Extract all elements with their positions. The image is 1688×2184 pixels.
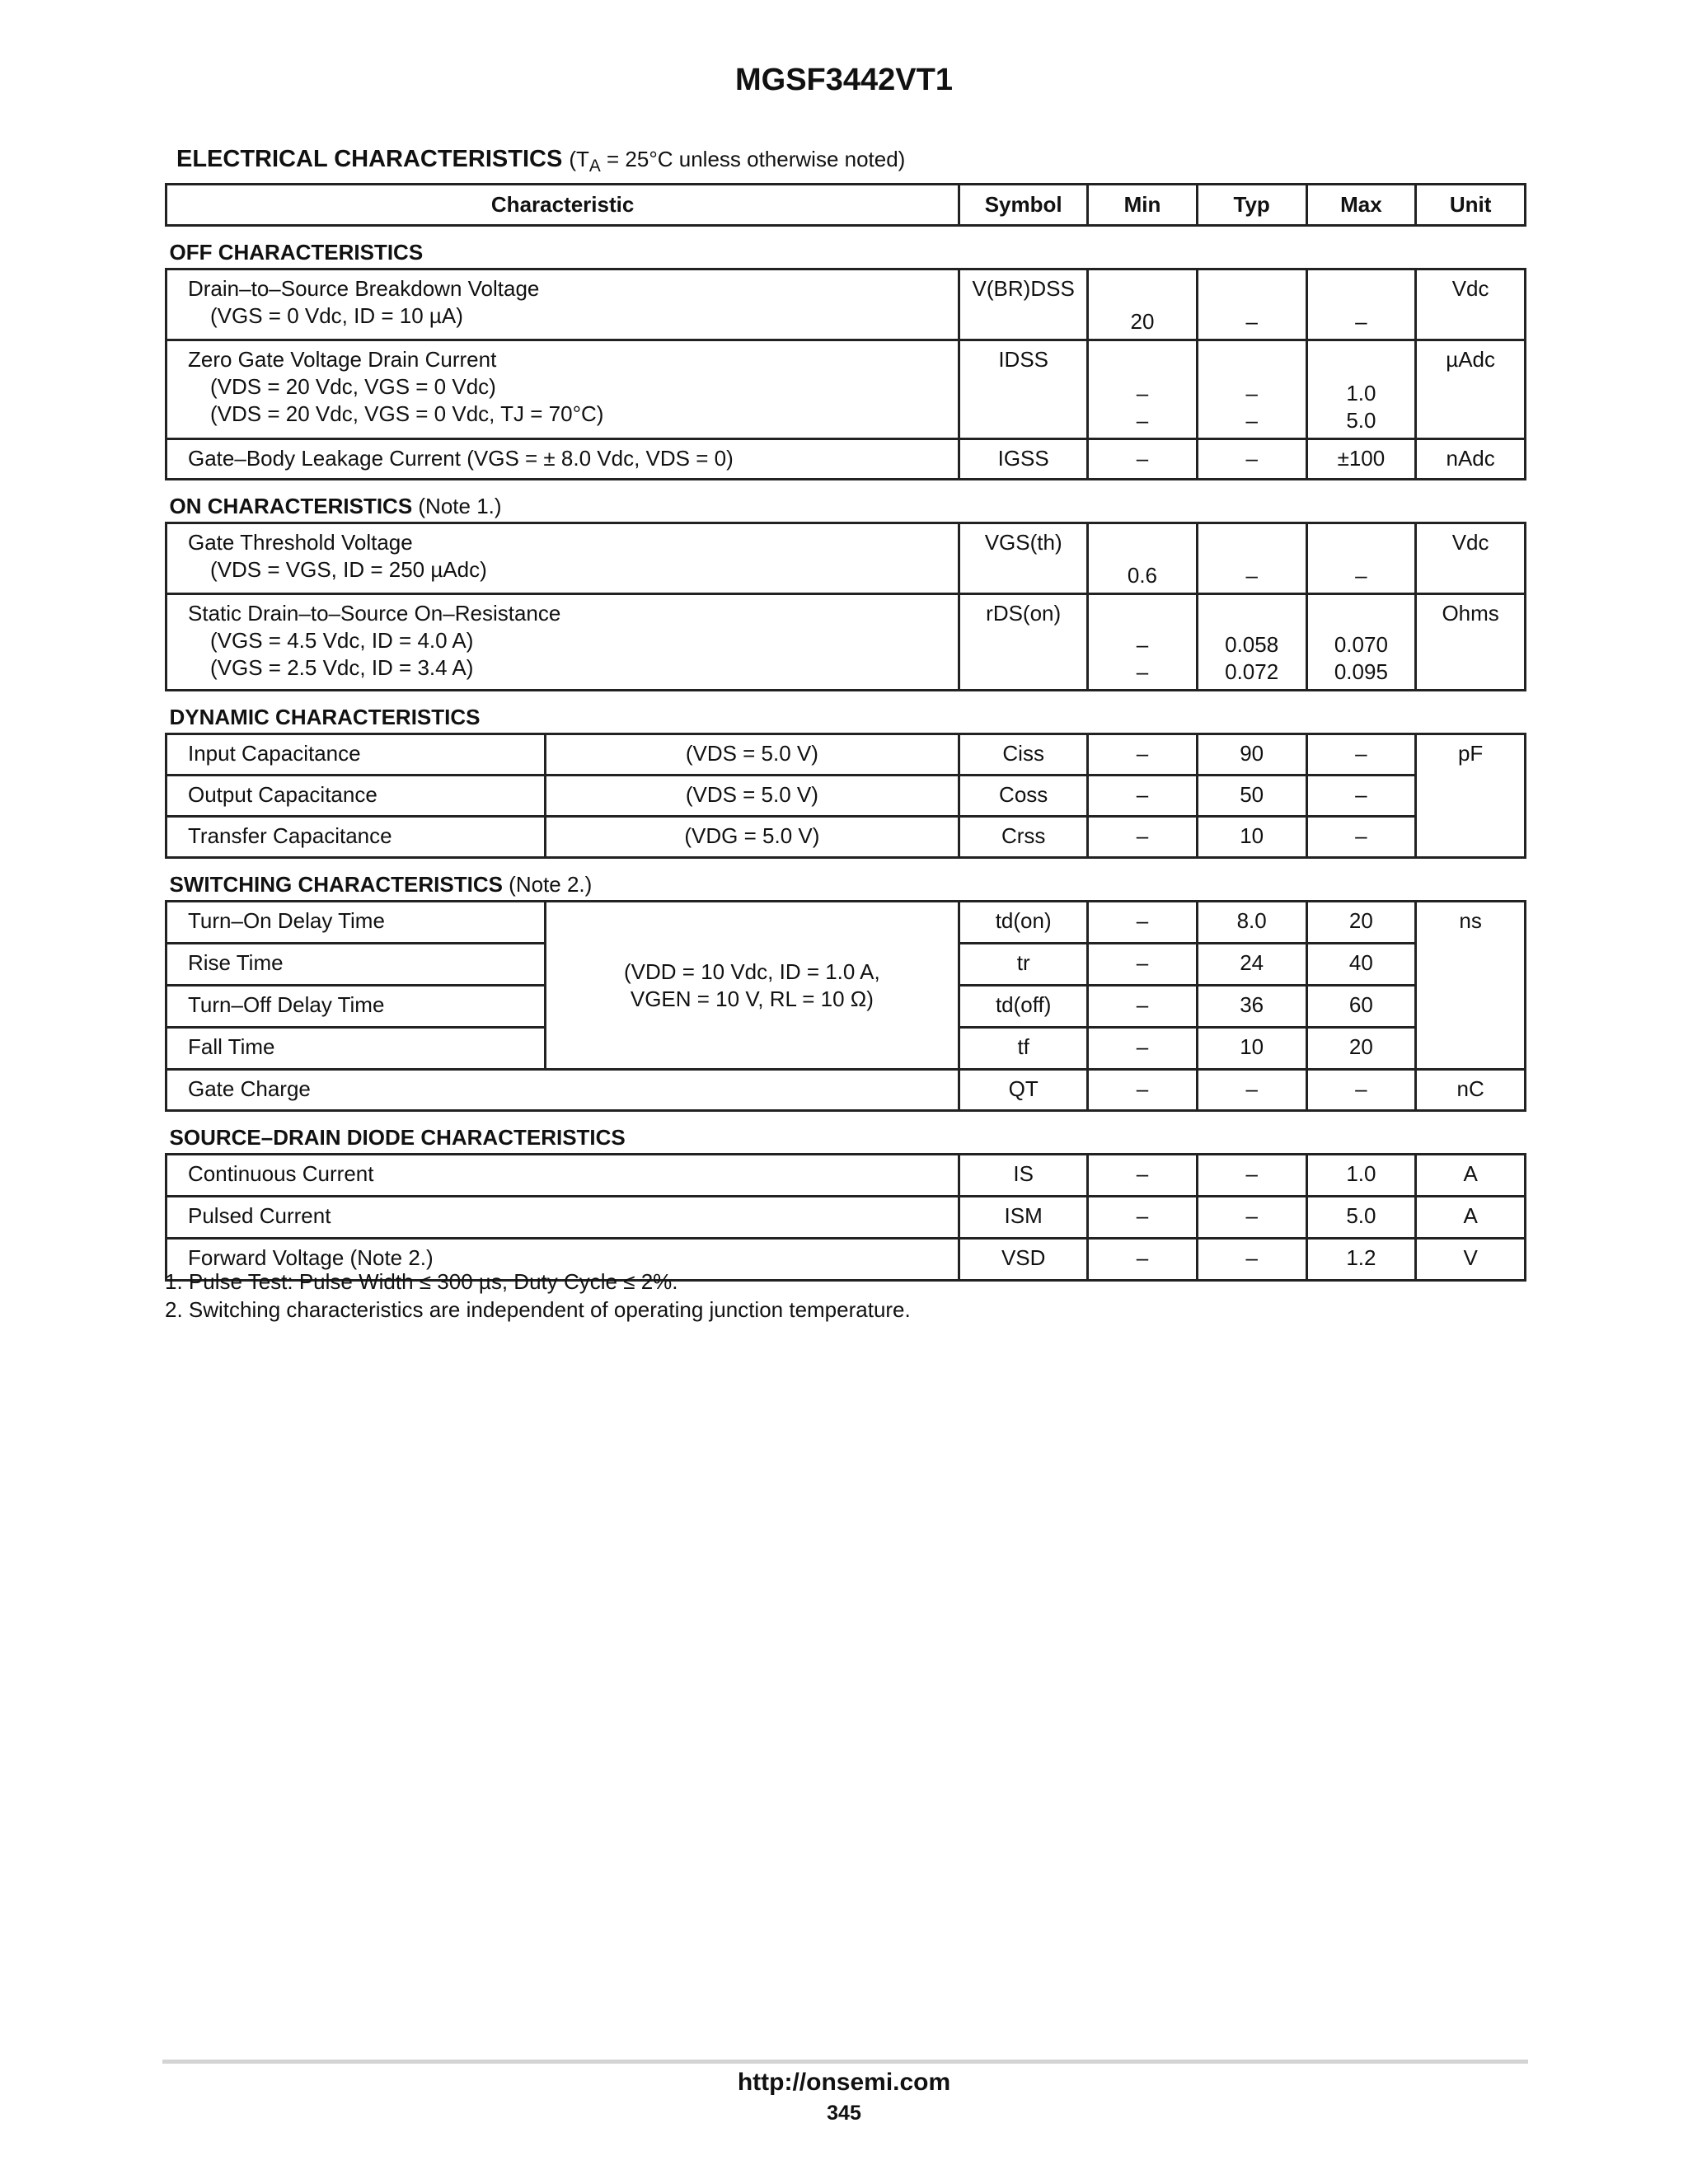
- page-number: 345: [827, 2102, 861, 2125]
- max-vgsth: –: [1306, 523, 1416, 594]
- category-diode: SOURCE–DRAIN DIODE CHARACTERISTICS: [166, 1111, 1526, 1155]
- typ-vsd: –: [1197, 1239, 1306, 1281]
- electrical-characteristics-table: [165, 183, 1526, 1282]
- max-toff: 60: [1306, 986, 1416, 1028]
- symbol-is: IS: [959, 1155, 1088, 1197]
- min-qt: –: [1088, 1070, 1198, 1111]
- char-is: Continuous Current: [166, 1155, 959, 1197]
- symbol-bvdss: V(BR)DSS: [959, 269, 1088, 340]
- table-row: [166, 817, 1526, 858]
- symbol-coss: Coss: [959, 776, 1088, 817]
- unit-qt: nC: [1416, 1070, 1526, 1111]
- cond-vgsth: (VDS = VGS, ID = 250 µAdc): [210, 557, 487, 582]
- table-row: [166, 523, 1526, 594]
- section-heading-title: ELECTRICAL CHARACTERISTICS: [176, 146, 563, 172]
- unit-bvdss: Vdc: [1416, 269, 1526, 340]
- unit-rdson: Ohms: [1416, 594, 1526, 691]
- cond-rdson-2: (VGS = 2.5 Vdc, ID = 3.4 A): [210, 655, 474, 680]
- typ-bvdss: –: [1197, 269, 1306, 340]
- typ-idss: – –: [1197, 340, 1306, 439]
- char-bvdss: Drain–to–Source Breakdown Voltage (VGS = 0 Vdc, ID = 10 µA): [166, 269, 959, 340]
- unit-igss: nAdc: [1416, 439, 1526, 480]
- table-header-row: [166, 185, 1526, 226]
- cond-bvdss: (VGS = 0 Vdc, ID = 10 µA): [210, 303, 463, 328]
- min-is: –: [1088, 1155, 1198, 1197]
- table-row: [166, 1155, 1526, 1197]
- category-row-diode: [166, 1111, 1526, 1155]
- typ-qt: –: [1197, 1070, 1306, 1111]
- table-row: [166, 902, 1526, 944]
- footnote-2: 2. Switching characteristics are independent of operating junction temperature.: [165, 1297, 911, 1322]
- header-max: Max: [1306, 185, 1416, 226]
- symbol-idss: IDSS: [959, 340, 1088, 439]
- table-row: [166, 340, 1526, 439]
- min-ism: –: [1088, 1197, 1198, 1239]
- cond-rdson-1: (VGS = 4.5 Vdc, ID = 4.0 A): [210, 628, 474, 653]
- typ-tr: 24: [1197, 944, 1306, 986]
- footnote-1: 1. Pulse Test: Pulse Width ≤ 300 µs, Duty Cycle ≤ 2%.: [165, 1269, 678, 1294]
- min-idss: – –: [1088, 340, 1198, 439]
- min-coss: –: [1088, 776, 1198, 817]
- cond-crss: (VDG = 5.0 V): [545, 817, 959, 858]
- symbol-vsd: VSD: [959, 1239, 1088, 1281]
- symbol-rdson: rDS(on): [959, 594, 1088, 691]
- symbol-ciss: Ciss: [959, 734, 1088, 776]
- min-tr: –: [1088, 944, 1198, 986]
- min-vsd: –: [1088, 1239, 1198, 1281]
- typ-rdson: 0.058 0.072: [1197, 594, 1306, 691]
- char-vsd: Forward Voltage (Note 2.): [166, 1239, 959, 1281]
- unit-ism: A: [1416, 1197, 1526, 1239]
- symbol-qt: QT: [959, 1070, 1088, 1111]
- max-ton: 20: [1306, 902, 1416, 944]
- category-off: OFF CHARACTERISTICS: [166, 226, 1526, 269]
- table-row: [166, 1070, 1526, 1111]
- section-heading-condition: ($T_A = 25^\circ C$ unless otherwise noted): [569, 147, 906, 176]
- unit-is: A: [1416, 1155, 1526, 1197]
- max-ism: 5.0: [1306, 1197, 1416, 1239]
- footer-url-link[interactable]: http://onsemi.com: [737, 2069, 951, 2096]
- category-on: ON CHARACTERISTICS (Note 1.): [166, 480, 1526, 523]
- unit-idss: µAdc: [1416, 340, 1526, 439]
- unit-switching: ns: [1416, 902, 1526, 1070]
- symbol-igss: IGSS: [959, 439, 1088, 480]
- header-unit: Unit: [1416, 185, 1526, 226]
- header-min: Min: [1088, 185, 1198, 226]
- min-tf: –: [1088, 1028, 1198, 1070]
- table-row: [166, 439, 1526, 480]
- typ-is: –: [1197, 1155, 1306, 1197]
- char-ciss: Input Capacitance: [166, 734, 546, 776]
- char-tr: Rise Time: [166, 944, 546, 986]
- max-tr: 40: [1306, 944, 1416, 986]
- max-rdson: 0.070 0.095: [1306, 594, 1416, 691]
- typ-coss: 50: [1197, 776, 1306, 817]
- symbol-toff: td(off): [959, 986, 1088, 1028]
- header-characteristic: Characteristic: [166, 185, 959, 226]
- page-title: MGSF3442VT1: [735, 63, 953, 97]
- char-coss: Output Capacitance: [166, 776, 546, 817]
- min-ton: –: [1088, 902, 1198, 944]
- typ-toff: 36: [1197, 986, 1306, 1028]
- char-tf: Fall Time: [166, 1028, 546, 1070]
- cond-idss-1: (VDS = 20 Vdc, VGS = 0 Vdc): [210, 374, 496, 399]
- max-bvdss: –: [1306, 269, 1416, 340]
- table-row: [166, 1197, 1526, 1239]
- char-igss: Gate–Body Leakage Current (VGS = ± 8.0 Vdc, VDS = 0): [166, 439, 959, 480]
- typ-ism: –: [1197, 1197, 1306, 1239]
- max-is: 1.0: [1306, 1155, 1416, 1197]
- symbol-vgsth: VGS(th): [959, 523, 1088, 594]
- category-row-dynamic: [166, 691, 1526, 734]
- cond-switching: (VDD = 10 Vdc, ID = 1.0 A, VGEN = 10 V, RL = 10 Ω): [545, 902, 959, 1070]
- char-rdson: Static Drain–to–Source On–Resistance (VGS = 4.5 Vdc, ID = 4.0 A) (VGS = 2.5 Vdc, ID = 3.4 A): [166, 594, 959, 691]
- symbol-ton: td(on): [959, 902, 1088, 944]
- symbol-crss: Crss: [959, 817, 1088, 858]
- min-igss: –: [1088, 439, 1198, 480]
- unit-vsd: V: [1416, 1239, 1526, 1281]
- table-row: [166, 734, 1526, 776]
- char-vgsth: Gate Threshold Voltage (VDS = VGS, ID = 250 µAdc): [166, 523, 959, 594]
- symbol-ism: ISM: [959, 1197, 1088, 1239]
- unit-capacitance: pF: [1416, 734, 1526, 858]
- cond-coss: (VDS = 5.0 V): [545, 776, 959, 817]
- min-rdson: – –: [1088, 594, 1198, 691]
- table-row: [166, 776, 1526, 817]
- max-crss: –: [1306, 817, 1416, 858]
- header-typ: Typ: [1197, 185, 1306, 226]
- category-row-on: [166, 480, 1526, 523]
- char-toff: Turn–Off Delay Time: [166, 986, 546, 1028]
- max-coss: –: [1306, 776, 1416, 817]
- symbol-tf: tf: [959, 1028, 1088, 1070]
- symbol-tr: tr: [959, 944, 1088, 986]
- cond-ciss: (VDS = 5.0 V): [545, 734, 959, 776]
- table-row: [166, 269, 1526, 340]
- char-ism: Pulsed Current: [166, 1197, 959, 1239]
- footer-divider: [162, 2060, 1528, 2064]
- min-vgsth: 0.6: [1088, 523, 1198, 594]
- unit-vgsth: Vdc: [1416, 523, 1526, 594]
- header-symbol: Symbol: [959, 185, 1088, 226]
- char-ton: Turn–On Delay Time: [166, 902, 546, 944]
- max-tf: 20: [1306, 1028, 1416, 1070]
- section-heading: [176, 146, 906, 176]
- category-row-off: [166, 226, 1526, 269]
- cond-idss-2: (VDS = 20 Vdc, VGS = 0 Vdc, TJ = 70°C): [210, 401, 604, 426]
- min-bvdss: 20: [1088, 269, 1198, 340]
- typ-tf: 10: [1197, 1028, 1306, 1070]
- max-idss: 1.0 5.0: [1306, 340, 1416, 439]
- char-qt: Gate Charge: [166, 1070, 959, 1111]
- max-igss: ±100: [1306, 439, 1416, 480]
- max-vsd: 1.2: [1306, 1239, 1416, 1281]
- typ-ciss: 90: [1197, 734, 1306, 776]
- footnotes: [165, 1268, 911, 1324]
- typ-igss: –: [1197, 439, 1306, 480]
- typ-crss: 10: [1197, 817, 1306, 858]
- category-switching: SWITCHING CHARACTERISTICS (Note 2.): [166, 858, 1526, 902]
- typ-ton: 8.0: [1197, 902, 1306, 944]
- min-crss: –: [1088, 817, 1198, 858]
- typ-vgsth: –: [1197, 523, 1306, 594]
- max-qt: –: [1306, 1070, 1416, 1111]
- category-dynamic: DYNAMIC CHARACTERISTICS: [166, 691, 1526, 734]
- table-row: [166, 594, 1526, 691]
- min-toff: –: [1088, 986, 1198, 1028]
- min-ciss: –: [1088, 734, 1198, 776]
- category-row-switching: [166, 858, 1526, 902]
- char-idss: Zero Gate Voltage Drain Current (VDS = 20 Vdc, VGS = 0 Vdc) (VDS = 20 Vdc, VGS = 0 Vdc, TJ = 70°C): [166, 340, 959, 439]
- char-crss: Transfer Capacitance: [166, 817, 546, 858]
- max-ciss: –: [1306, 734, 1416, 776]
